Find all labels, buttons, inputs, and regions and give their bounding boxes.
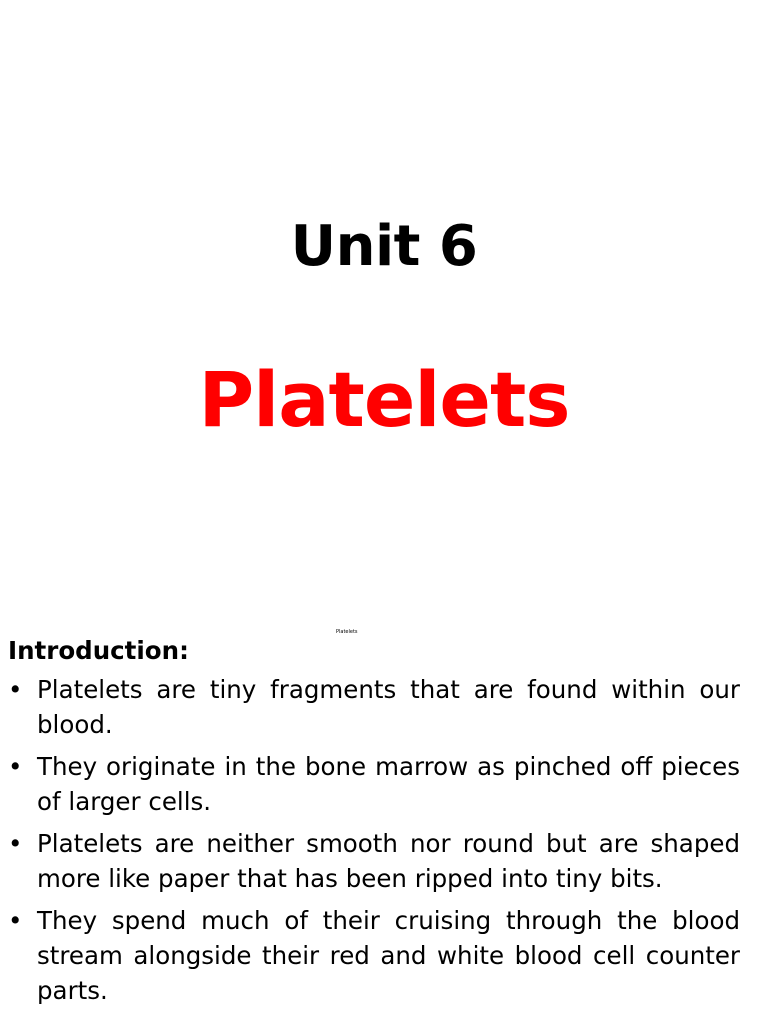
bullet-item (8, 903, 740, 1008)
bullet-icon: • (8, 906, 23, 935)
bullet-text: They spend much of their cruising through the blood stream alongside their red and white blood cell counter parts. (37, 906, 740, 1005)
unit-title: Unit 6 (290, 214, 478, 279)
image-caption: Platelets (336, 629, 358, 635)
bullet-icon: • (8, 829, 23, 858)
introduction-section (8, 633, 740, 1015)
bullet-text: Platelets are neither smooth nor round but are shaped more like paper that has been ripped into tiny bits. (37, 829, 740, 893)
bullet-item (8, 826, 740, 896)
bullet-item (8, 749, 740, 819)
topic-title: Platelets (198, 355, 570, 444)
introduction-heading: Introduction: (8, 636, 189, 665)
bullet-icon: • (8, 675, 23, 704)
bullet-list (8, 672, 740, 1008)
bullet-text: They originate in the bone marrow as pinched off pieces of larger cells. (37, 752, 740, 816)
bullet-item (8, 672, 740, 742)
bullet-icon: • (8, 752, 23, 781)
bullet-text: Platelets are tiny fragments that are found within our blood. (37, 675, 740, 739)
